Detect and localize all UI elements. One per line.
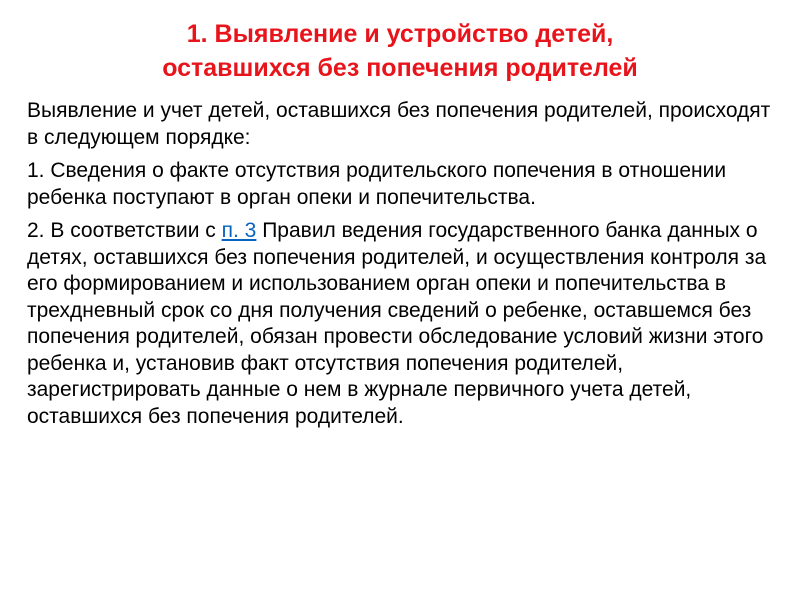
paragraph-item-2 <box>27 218 782 430</box>
paragraph-item-2-prefix: 2. В соответствии с <box>27 219 222 242</box>
title-line-2: оставшихся без попечения родителей <box>162 54 638 82</box>
title-line-1: 1. Выявление и устройство детей, <box>186 20 614 48</box>
rules-section-link[interactable]: п. 3 <box>221 219 257 242</box>
slide-body <box>27 98 782 437</box>
paragraph-item-2-text: Правил ведения государственного банка данных о детях, оставшихся без попечения родителей, и осуществления контроля за его формированием и использованием орган опеки и попечительства в трехдневный срок со дня получения сведений о ребенке, оставшемся без попечения родителей, обязан провести обследование условий жизни этого ребенка и, установив факт отсутствия попечения родителей, зарегистрировать данные о нем в журнале первичного учета детей, оставшихся без попечения родителей. <box>27 219 767 428</box>
slide-title <box>60 17 740 85</box>
paragraph-item-1: 1. Сведения о факте отсутствия родительского попечения в отношении ребенка поступают в орган опеки и попечительства. <box>27 159 727 209</box>
paragraph-intro: Выявление и учет детей, оставшихся без попечения родителей, происходят в следующем порядке: <box>27 99 771 149</box>
